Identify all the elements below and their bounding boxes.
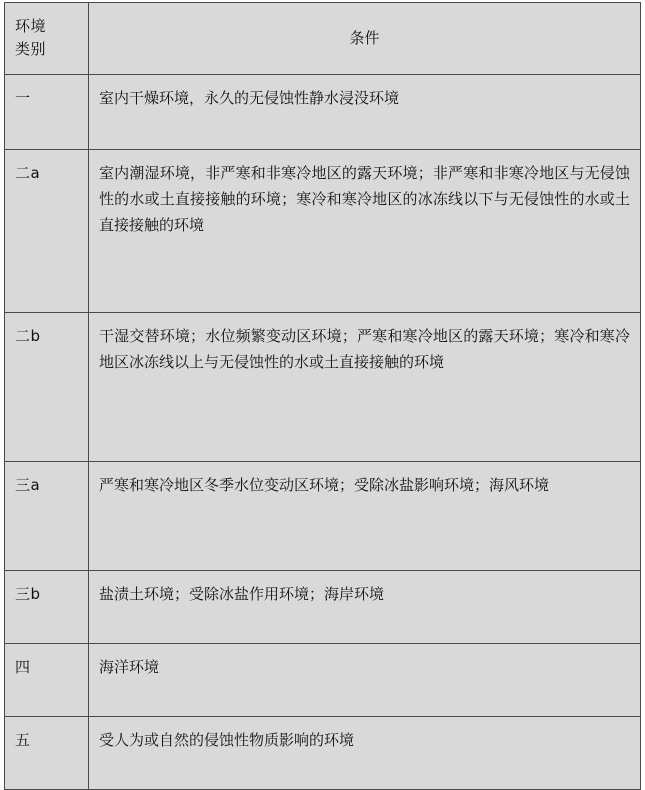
cell-condition: 盐渍土环境；受除冰盐作用环境；海岸环境 (89, 570, 641, 643)
header-cell-condition: 条件 (89, 3, 641, 75)
cell-category: 三a (5, 461, 89, 570)
cell-category: 三b (5, 570, 89, 643)
header-cell-category (5, 3, 89, 75)
cell-category: 四 (5, 643, 89, 716)
table-header-row (5, 3, 641, 75)
table-row (5, 149, 641, 312)
cell-condition: 受人为或自然的侵蚀性物质影响的环境 (89, 716, 641, 789)
table-row (5, 312, 641, 461)
header-category-line-2: 类别 (15, 40, 47, 59)
table-row (5, 461, 641, 570)
table-row (5, 570, 641, 643)
table-row (5, 643, 641, 716)
cell-condition: 干湿交替环境；水位频繁变动区环境；严寒和寒冷地区的露天环境；寒冷和寒冷地区冰冻线以上与无侵蚀性的水或土直接接触的环境 (89, 312, 641, 461)
table-row (5, 74, 641, 149)
cell-condition: 室内干燥环境，永久的无侵蚀性静水浸没环境 (89, 74, 641, 149)
cell-category: 五 (5, 716, 89, 789)
cell-category: 一 (5, 74, 89, 149)
table-row (5, 716, 641, 789)
cell-condition: 严寒和寒冷地区冬季水位变动区环境；受除冰盐影响环境；海风环境 (89, 461, 641, 570)
header-category-line-1: 环境 (15, 17, 47, 35)
cell-category: 二b (5, 312, 89, 461)
cell-category: 二a (5, 149, 89, 312)
cell-condition: 海洋环境 (89, 643, 641, 716)
environment-category-table (4, 2, 641, 790)
cell-condition: 室内潮湿环境，非严寒和非寒冷地区的露天环境；非严寒和非寒冷地区与无侵蚀性的水或土直接接触的环境；寒冷和寒冷地区的冰冻线以下与无侵蚀性的水或土直接接触的环境 (89, 149, 641, 312)
